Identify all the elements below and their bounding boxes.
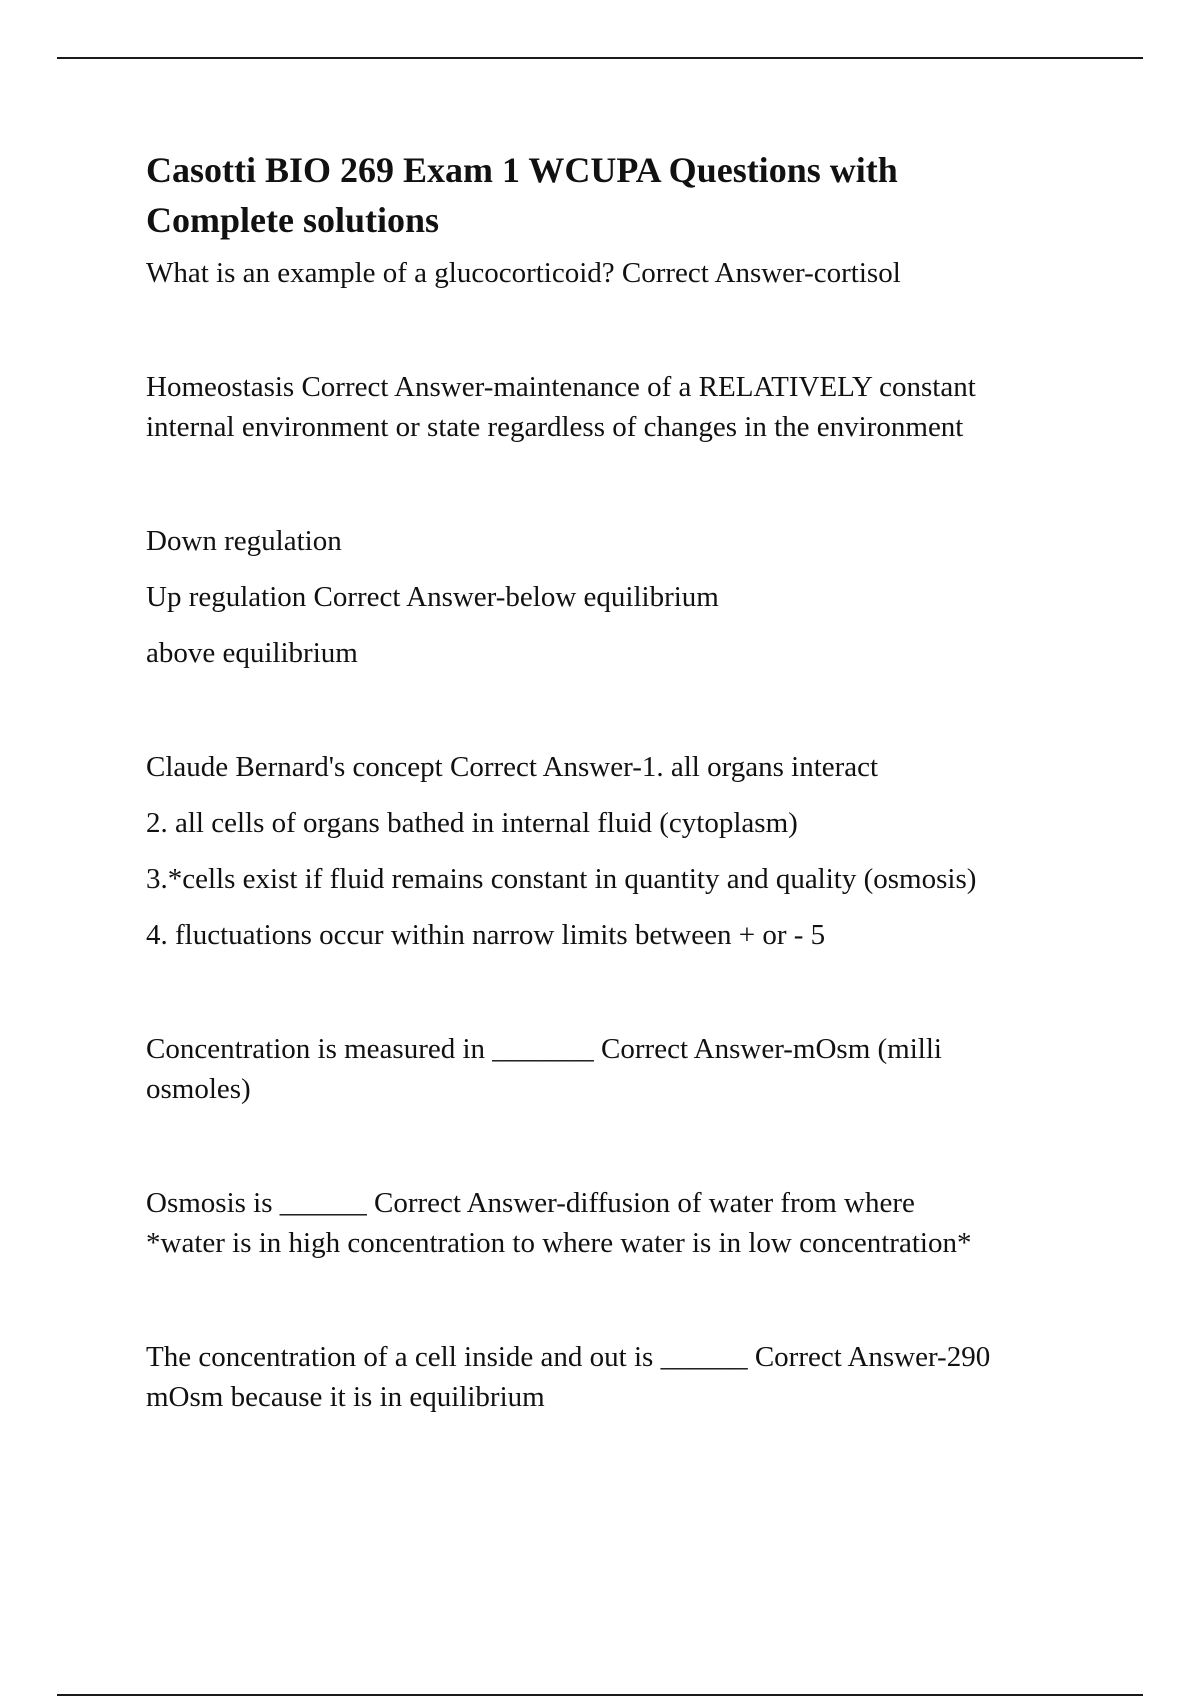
qa-item-3 bbox=[146, 521, 1106, 673]
title-line-2: Complete solutions bbox=[146, 200, 440, 240]
qa-line: osmoles) bbox=[146, 1073, 251, 1105]
qa-item-7 bbox=[146, 1337, 1106, 1417]
qa-line: mOsm because it is in equilibrium bbox=[146, 1381, 545, 1413]
qa-line: What is an example of a glucocorticoid? Correct Answer-cortisol bbox=[146, 257, 901, 289]
qa-item-2 bbox=[146, 367, 1106, 447]
qa-line: The concentration of a cell inside and out is ______ Correct Answer-290 bbox=[146, 1341, 991, 1373]
qa-line: Down regulation bbox=[146, 525, 342, 557]
qa-line: 2. all cells of organs bathed in internal fluid (cytoplasm) bbox=[146, 807, 798, 839]
qa-line: internal environment or state regardless of changes in the environment bbox=[146, 411, 964, 443]
qa-item-4 bbox=[146, 747, 1106, 955]
qa-item-6 bbox=[146, 1183, 1106, 1263]
document-title bbox=[146, 145, 1106, 245]
qa-line: 4. fluctuations occur within narrow limits between + or - 5 bbox=[146, 919, 826, 951]
qa-line: Osmosis is ______ Correct Answer-diffusion of water from where bbox=[146, 1187, 915, 1219]
document-body bbox=[146, 145, 1106, 1417]
qa-line: 3.*cells exist if fluid remains constant in quantity and quality (osmosis) bbox=[146, 863, 977, 895]
qa-line: above equilibrium bbox=[146, 637, 358, 669]
qa-item-1 bbox=[146, 253, 1106, 293]
qa-item-5 bbox=[146, 1029, 1106, 1109]
bottom-rule bbox=[57, 1694, 1143, 1696]
qa-line: Claude Bernard's concept Correct Answer-1. all organs interact bbox=[146, 751, 879, 783]
qa-line: Homeostasis Correct Answer-maintenance of a RELATIVELY constant bbox=[146, 371, 976, 403]
qa-line: *water is in high concentration to where water is in low concentration* bbox=[146, 1227, 972, 1259]
top-rule bbox=[57, 57, 1143, 59]
title-line-1: Casotti BIO 269 Exam 1 WCUPA Questions with bbox=[146, 150, 898, 190]
qa-line: Up regulation Correct Answer-below equilibrium bbox=[146, 581, 719, 613]
qa-line: Concentration is measured in _______ Correct Answer-mOsm (milli bbox=[146, 1033, 942, 1065]
